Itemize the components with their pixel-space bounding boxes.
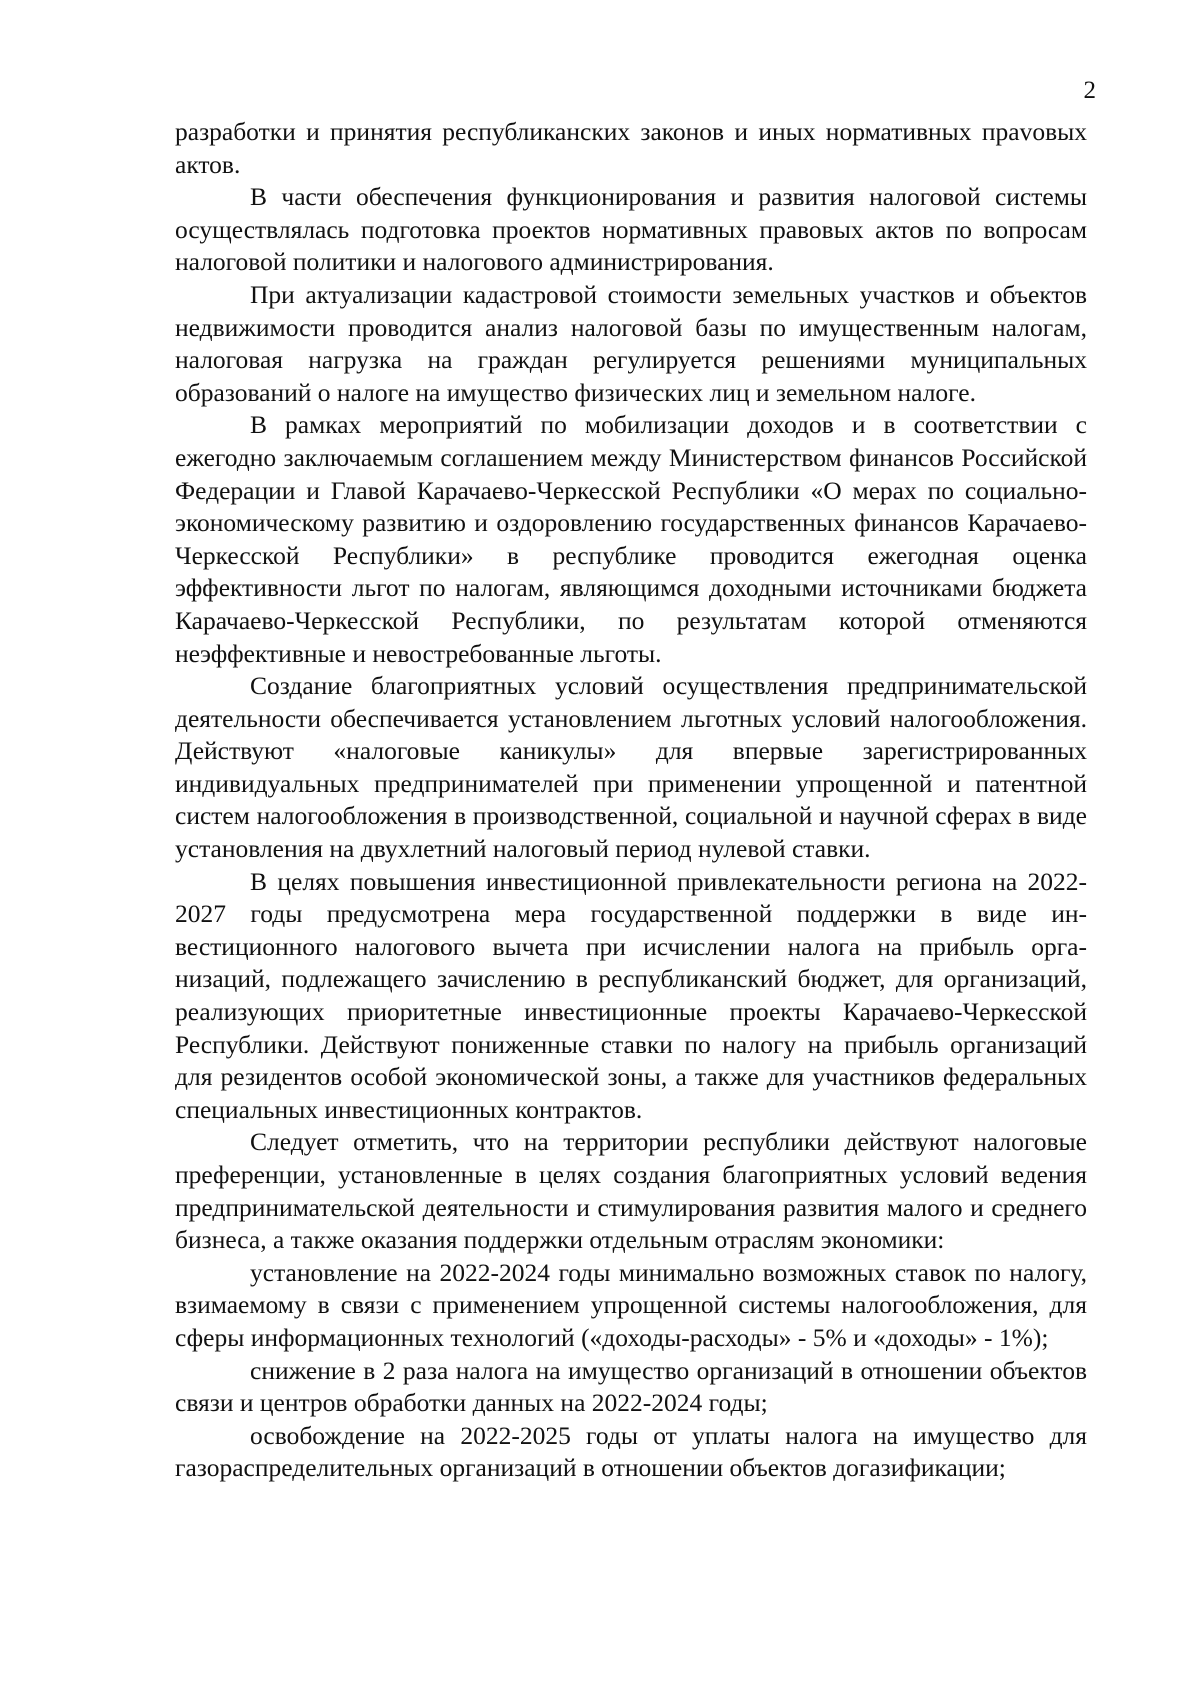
paragraph-tax-system: В части обеспечения функционирования и развития налоговой системы осуществлялась подготовка проектов нормативных правовых актов по вопросам налоговой политики и налогового администрирования. <box>175 182 1087 277</box>
page-number: 2 <box>1083 77 1096 104</box>
paragraph-revenue-mobilization: В рамках мероприятий по мобилизации доходов и в соответствии с ежегодно заключаемым соглашением между Министерством финансов Российской Федерации и Главой Карачаево-Черкесской Республики «О мерах по социально-экономическому развитию и оздоровлению государственных финансов Карачаево-Черкесской Республики» в республике проводится ежегодная оценка эффективности льгот по налогам, являющимся доходными источниками бюджета Карачаево-Черкесской Республики, по результатам которой отменяются неэффективные и невостребованные льготы. <box>175 410 1087 668</box>
paragraph-entrepreneurship: Создание благоприятных условий осуществления предпринимательской деятельности обеспечивается установлением льготных условий налогообложения. Действуют «налоговые каникулы» для впервые зарегистрированных индивидуальных предпринимателей при применении упрощенной и патентной систем налогообложения в производственной, социальной и научной сферах в виде установления на двухлетний налоговый период нулевой ставки. <box>175 671 1087 864</box>
document-body <box>175 116 1087 1485</box>
paragraph-cadastral-value: При актуализации кадастровой стоимости земельных участков и объектов недвижимости проводится анализ налоговой базы по имущественным налогам, налоговая нагрузка на граждан регулируется решениями муниципальных образований о налоге на имущество физических лиц и земельном налоге. <box>175 279 1087 407</box>
list-item-property-tax-reduction: снижение в 2 раза налога на имущество организаций в отношении объектов связи и центров обработки данных на 2022-2024 годы; <box>175 1355 1087 1418</box>
paragraph-investment: В целях повышения инвестиционной привлекательности региона на 2022-2027 годы предусмотрена мера государственной поддержки в виде инвестиционного налогового вычета при исчислении налога на прибыль организаций, подлежащего зачислению в республиканский бюджет, для организаций, реализующих приоритетные инвестиционные проекты Карачаево-Черкесской Республики. Действуют пониженные ставки по налогу на прибыль организаций для резидентов особой экономической зоны, а также для участников федеральных специальных инвестиционных контрактов. <box>175 866 1087 1124</box>
list-item-gas-exemption: освобождение на 2022-2025 годы от уплаты налога на имущество для газораспределительных организаций в отношении объектов догазификации; <box>175 1420 1087 1483</box>
list-item-usn-rates: установление на 2022-2024 годы минимально возможных ставок по налогу, взимаемому в связи с применением упрощенной системы налогообложения, для сферы информационных технологий («доходы-расходы» - 5% и «доходы» - 1%); <box>175 1257 1087 1352</box>
paragraph-preferences: Следует отметить, что на территории республики действуют налоговые преференции, установленные в целях создания благоприятных условий ведения предпринимательской деятельности и стимулирования развития малого и среднего бизнеса, а также оказания поддержки отдельным отраслям экономики: <box>175 1127 1087 1255</box>
paragraph-continuation: разработки и принятия республиканских законов и иных нормативных праvовых актов. <box>175 117 1087 179</box>
